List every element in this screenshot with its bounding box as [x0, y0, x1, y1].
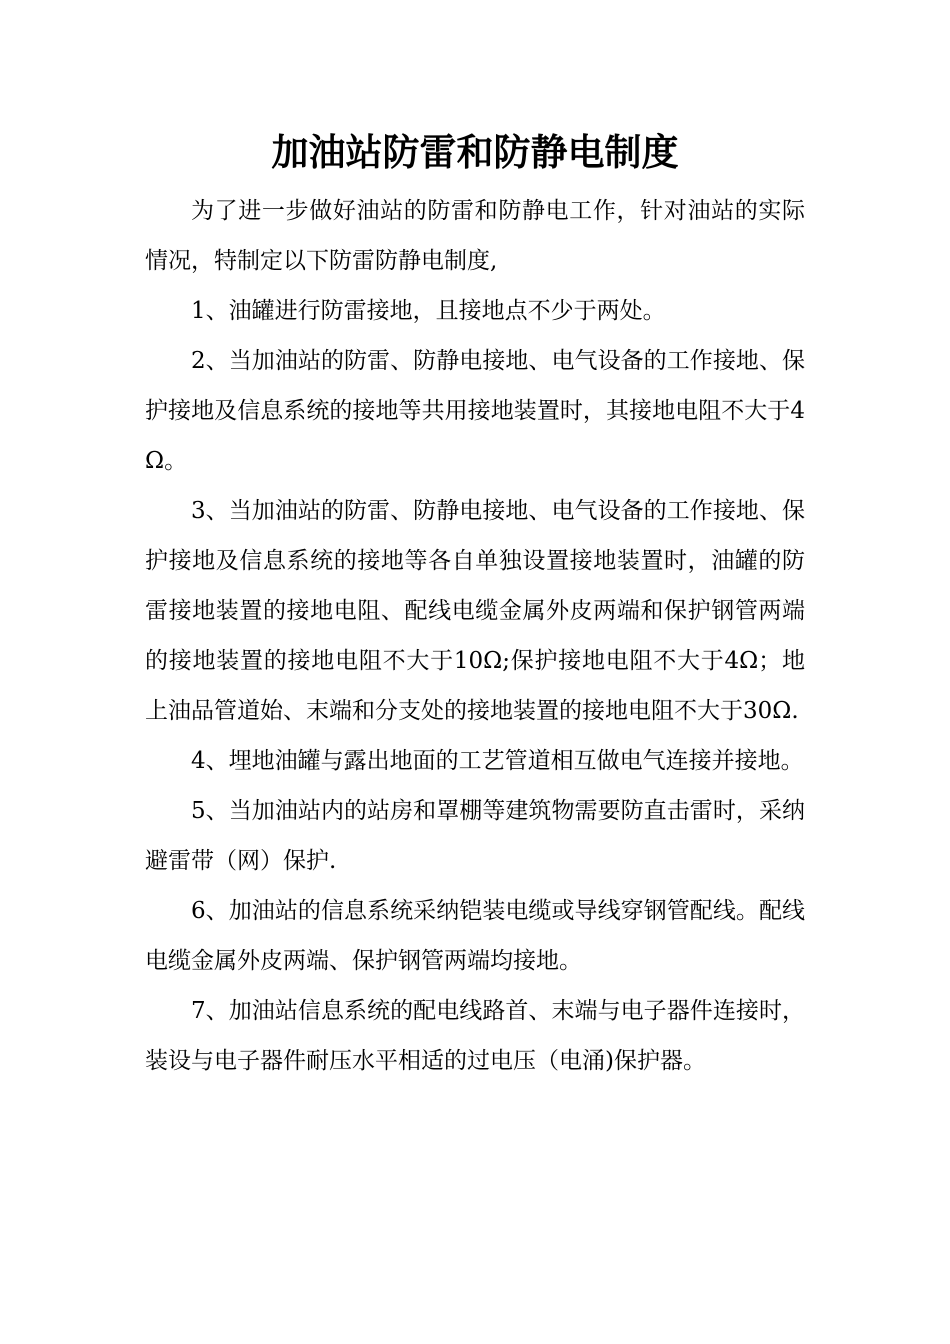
- paragraph-intro: 为了进一步做好油站的防雷和防静电工作，针对油站的实际情况，特制定以下防雷防静电制度,: [145, 198, 805, 274]
- document-title: 加油站防雷和防静电制度: [271, 130, 679, 174]
- paragraph-item-6: 6、加油站的信息系统采纳铠装电缆或导线穿钢管配线。配线电缆金属外皮两端、保护钢管两端均接地。: [145, 898, 805, 974]
- paragraph-item-7: 7、加油站信息系统的配电线路首、末端与电子器件连接时，装设与电子器件耐压水平相适的过电压（电涌)保护器。: [145, 998, 805, 1074]
- paragraph-item-5: 5、当加油站内的站房和罩棚等建筑物需要防直击雷时，采纳避雷带（网）保护.: [145, 798, 805, 874]
- paragraph-item-1: 1、油罐进行防雷接地，且接地点不少于两处。: [191, 298, 666, 324]
- paragraph-item-2: 2、当加油站的防雷、防静电接地、电气设备的工作接地、保护接地及信息系统的接地等共用接地装置时，其接地电阻不大于4Ω。: [145, 348, 805, 474]
- document-page: [145, 126, 805, 1086]
- paragraph-item-3: 3、当加油站的防雷、防静电接地、电气设备的工作接地、保护接地及信息系统的接地等各自单独设置接地装置时，油罐的防雷接地装置的接地电阻、配线电缆金属外皮两端和保护钢管两端的接地装置的接地电阻不大于10Ω;保护接地电阻不大于4Ω；地上油品管道始、末端和分支处的接地装置的接地电阻不大于30Ω.: [145, 498, 805, 724]
- paragraph-item-4: 4、埋地油罐与露出地面的工艺管道相互做电气连接并接地。: [191, 748, 804, 774]
